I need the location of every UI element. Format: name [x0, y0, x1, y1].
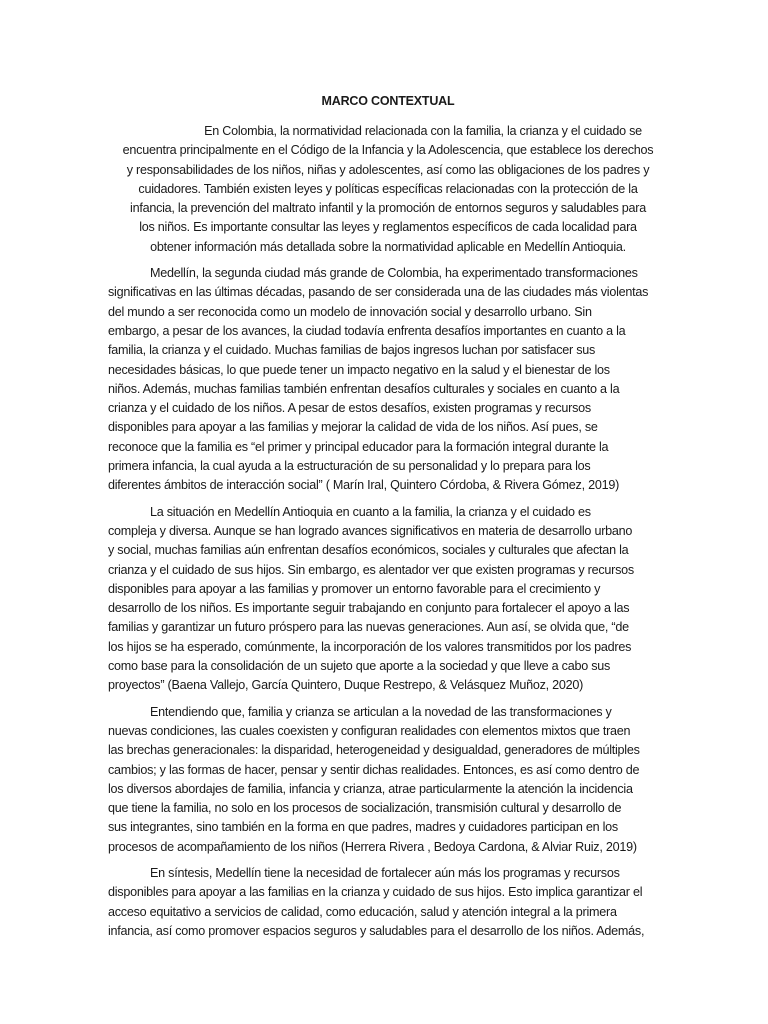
paragraph [108, 503, 668, 696]
text-line: infancia, así como promover espacios seguros y saludables para el desarrollo de los niños. Además, [108, 923, 645, 938]
text-line: procesos de acompañamiento de los niños (Herrera Rivera , Bedoya Cardona, & Alviar Ruiz, 2019) [108, 839, 637, 854]
text-line: Medellín, la segunda ciudad más grande de Colombia, ha experimentado transformaciones [150, 266, 638, 281]
text-line: sus integrantes, sino también en la forma en que padres, madres y cuidadores participan en los [108, 820, 618, 835]
text-line: las brechas generacionales: la disparidad, heterogeneidad y desigualdad, generadores de múltiples [108, 743, 640, 758]
text-line: niños. Además, muchas familias también enfrentan desafíos culturales y sociales en cuanto a la [108, 381, 620, 396]
text-line: los diversos abordajes de familia, infancia y crianza, atrae particularmente la atención la incidencia [108, 781, 633, 796]
text-line: diferentes ámbitos de interacción social” ( Marín Iral, Quintero Córdoba, & Rivera Gómez, 2019) [108, 478, 620, 493]
text-line: cambios; y las formas de hacer, pensar y sentir dichas realidades. Entonces, es así como dentro de [108, 762, 640, 777]
text-line: proyectos” (Baena Vallejo, García Quintero, Duque Restrepo, & Velásquez Muñoz, 2020) [108, 678, 584, 693]
text-line: compleja y diversa. Aunque se han logrado avances significativos en materia de desarrollo urbano [108, 523, 633, 538]
text-line: familias y garantizar un futuro próspero para las nuevas generaciones. Aun así, se olvida que, “de [108, 620, 629, 635]
text-line: crianza y el cuidado de sus hijos. Sin embargo, es alentador ver que existen programas y recursos [108, 562, 634, 577]
text-line: infancia, la prevención del maltrato infantil y la promoción de entornos seguros y saludables para [130, 201, 646, 216]
paragraph [108, 122, 668, 257]
text-line: del mundo a ser reconocida como un modelo de innovación social y desarrollo urbano. Sin [108, 304, 592, 319]
text-line: encuentra principalmente en el Código de la Infancia y la Adolescencia, que establece los derechos [122, 143, 654, 158]
text-line: En Colombia, la normatividad relacionada con la familia, la crianza y el cuidado se [204, 124, 642, 138]
text-line: como base para la consolidación de un sujeto que aporte a la sociedad y que lleve a cabo sus [108, 659, 611, 674]
text-line: embargo, a pesar de los avances, la ciudad todavía enfrenta desafíos importantes en cuanto a la [108, 323, 626, 338]
text-line: y social, muchas familias aún enfrentan desafíos económicos, sociales y culturales que afectan la [108, 543, 629, 558]
text-line: Entendiendo que, familia y crianza se articulan a la novedad de las transformaciones y [150, 704, 612, 719]
document-title: MARCO CONTEXTUAL [321, 94, 455, 108]
text-line: cuidadores. También existen leyes y políticas específicas relacionadas con la protección de la [138, 181, 638, 196]
text-line: significativas en las últimas décadas, pasando de ser considerada una de las ciudades más violentas [108, 285, 649, 300]
text-line: En síntesis, Medellín tiene la necesidad de fortalecer aún más los programas y recursos [150, 865, 620, 880]
text-line: crianza y el cuidado de los niños. A pesar de estos desafíos, existen programas y recursos [108, 401, 591, 416]
document-body [108, 122, 668, 941]
text-line: disponibles para apoyar a las familias y mejorar la calidad de vida de los niños. Así pues, se [108, 420, 598, 435]
text-line: los hijos se ha esperado, comúnmente, la incorporación de los valores transmitidos por los padres [108, 639, 632, 654]
text-line: acceso equitativo a servicios de calidad, como educación, salud y atención integral a la primera [108, 904, 617, 919]
text-line: obtener información más detallada sobre la normatividad aplicable en Medellín Antioquia. [150, 239, 626, 254]
text-line: disponibles para apoyar a las familias en la crianza y cuidado de sus hijos. Esto implica garantizar el [108, 885, 643, 900]
text-line: disponibles para apoyar a las familias y promover un entorno favorable para el crecimiento y [108, 581, 601, 596]
text-line: que tiene la familia, no solo en los procesos de socialización, transmisión cultural y desarrollo de [108, 801, 622, 816]
text-line: La situación en Medellín Antioquia en cuanto a la familia, la crianza y el cuidado es [150, 504, 591, 519]
text-line: los niños. Es importante consultar las leyes y reglamentos específicos de cada localidad para [139, 220, 637, 235]
text-line: desarrollo de los niños. Es importante seguir trabajando en conjunto para fortalecer el apoyo a las [108, 601, 630, 616]
text-line: nuevas condiciones, las cuales coexisten y configuran realidades con elementos mixtos que traen [108, 723, 631, 738]
text-line: familia, la crianza y el cuidado. Muchas familias de bajos ingresos luchan por satisfacer sus [108, 343, 596, 358]
paragraph [108, 264, 668, 496]
text-line: y responsabilidades de los niños, niñas y adolescentes, así como las obligaciones de los padres y [126, 162, 650, 177]
document-page [108, 92, 668, 948]
paragraph [108, 703, 668, 857]
text-line: necesidades básicas, lo que puede tener un impacto negativo en la salud y el bienestar de los [108, 362, 610, 377]
paragraph [108, 864, 668, 941]
text-line: reconoce que la familia es “el primer y principal educador para la formación integral durante la [108, 439, 609, 454]
text-line: primera infancia, la cual ayuda a la estructuración de su personalidad y lo prepara para los [108, 459, 591, 474]
